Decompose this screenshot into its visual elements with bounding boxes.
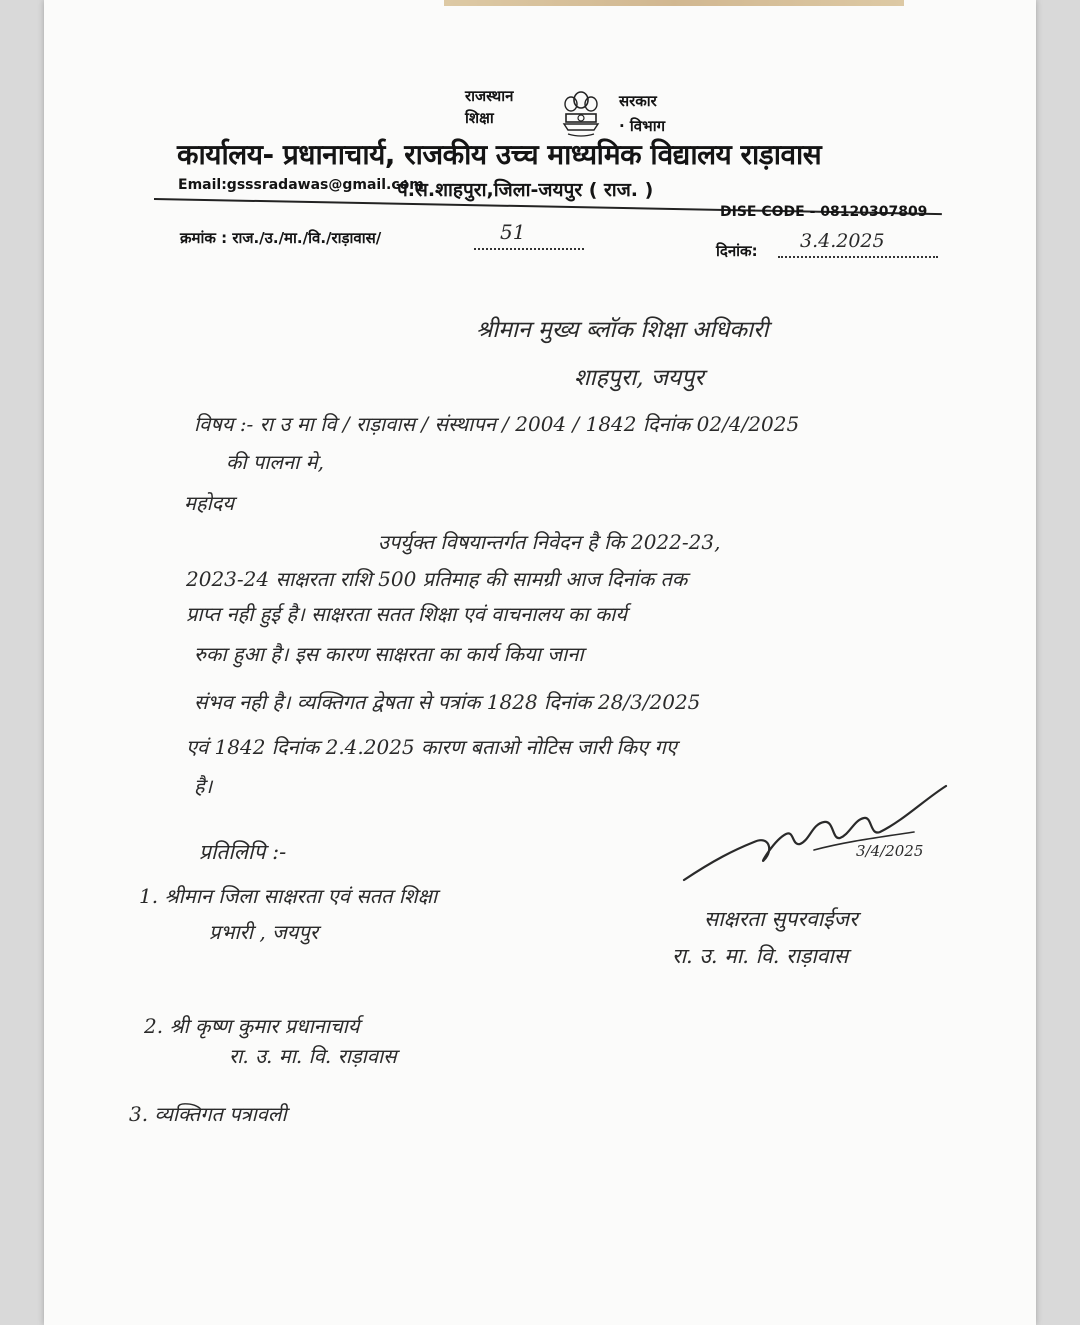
email-address: Email:gsssradawas@gmail.com (178, 177, 424, 193)
reference-value: 51 (500, 220, 526, 244)
copy-item-1-line-2: प्रभारी , जयपुर (209, 920, 319, 944)
reference-label: क्रमांक : राज./उ./मा./वि./राड़ावास/ (180, 229, 382, 247)
copy-item-number: 3. (129, 1102, 149, 1126)
copy-item-2 (144, 1012, 359, 1039)
date-label: दिनांक: (716, 242, 758, 260)
body-line: एवं 1842 दिनांक 2.4.2025 कारण बताओ नोटिस जारी किए गए (186, 735, 677, 759)
emblem-bottom-right-text: · विभाग (619, 117, 666, 135)
reference-value-line (474, 220, 584, 250)
addressee-line-1: श्रीमान मुख्य ब्लॉक शिक्षा अधिकारी (476, 317, 769, 343)
emblem-bottom-left-text: शिक्षा (465, 109, 494, 127)
copy-item-2-line-2: रा. उ. मा. वि. राड़ावास (229, 1044, 397, 1068)
date-value-line (778, 230, 938, 258)
emblem-top-left-text: राजस्थान (465, 87, 514, 105)
dise-code: DISE CODE - 08120307809 (720, 204, 928, 220)
addressee-line-2: शाहपुरा, जयपुर (574, 365, 704, 391)
salutation: महोदय (184, 491, 234, 515)
copy-item-3 (129, 1100, 287, 1127)
designation-line-1: साक्षरता सुपरवाईजर (704, 907, 858, 931)
subject-line-1: विषय :- रा उ मा वि / राड़ावास / संस्थापन / 2004 / 1842 दिनांक 02/4/2025 (194, 412, 800, 436)
emblem-top-right-text: सरकार (619, 92, 657, 110)
copy-item-number: 2. (144, 1014, 164, 1038)
copy-item-line-1: श्री कृष्ण कुमार प्रधानाचार्य (169, 1014, 360, 1038)
subject-line-2: की पालना मे, (226, 450, 324, 474)
body-line: है। (194, 774, 213, 798)
top-edge-band (444, 0, 904, 6)
copy-item-line-1: व्यक्तिगत पत्रावली (154, 1102, 287, 1126)
ashoka-emblem-icon (558, 84, 604, 140)
letter-sheet (44, 0, 1036, 1325)
handwritten-signature (674, 780, 964, 890)
copy-item-number: 1. (139, 884, 159, 908)
copy-item-line-1: श्रीमान जिला साक्षरता एवं सतत शिक्षा (164, 884, 438, 908)
body-line: उपर्युक्त विषयान्तर्गत निवेदन है कि 2022-23, (378, 530, 721, 554)
date-value: 3.4.2025 (800, 230, 885, 252)
copy-heading: प्रतिलिपि :- (199, 840, 287, 864)
body-line: 2023-24 साक्षरता राशि 500 प्रतिमाह की सामग्री आज दिनांक तक (186, 567, 688, 591)
body-line: प्राप्त नही हुई है। साक्षरता सतत शिक्षा एवं वाचनालय का कार्य (186, 602, 627, 626)
office-address: पं.स.शाहपुरा,जिला-जयपुर ( राज. ) (397, 179, 654, 201)
body-line: संभव नही है। व्यक्तिगत द्वेषता से पत्रांक 1828 दिनांक 28/3/2025 (194, 690, 701, 714)
signature-date: 3/4/2025 (856, 842, 924, 860)
copy-item-1 (139, 882, 437, 909)
office-title: कार्यालय- प्रधानाचार्य, राजकीय उच्च माध्यमिक विद्यालय राड़ावास (177, 138, 822, 171)
body-line: रुका हुआ है। इस कारण साक्षरता का कार्य किया जाना (194, 642, 584, 666)
designation-line-2: रा. उ. मा. वि. राड़ावास (672, 944, 849, 968)
